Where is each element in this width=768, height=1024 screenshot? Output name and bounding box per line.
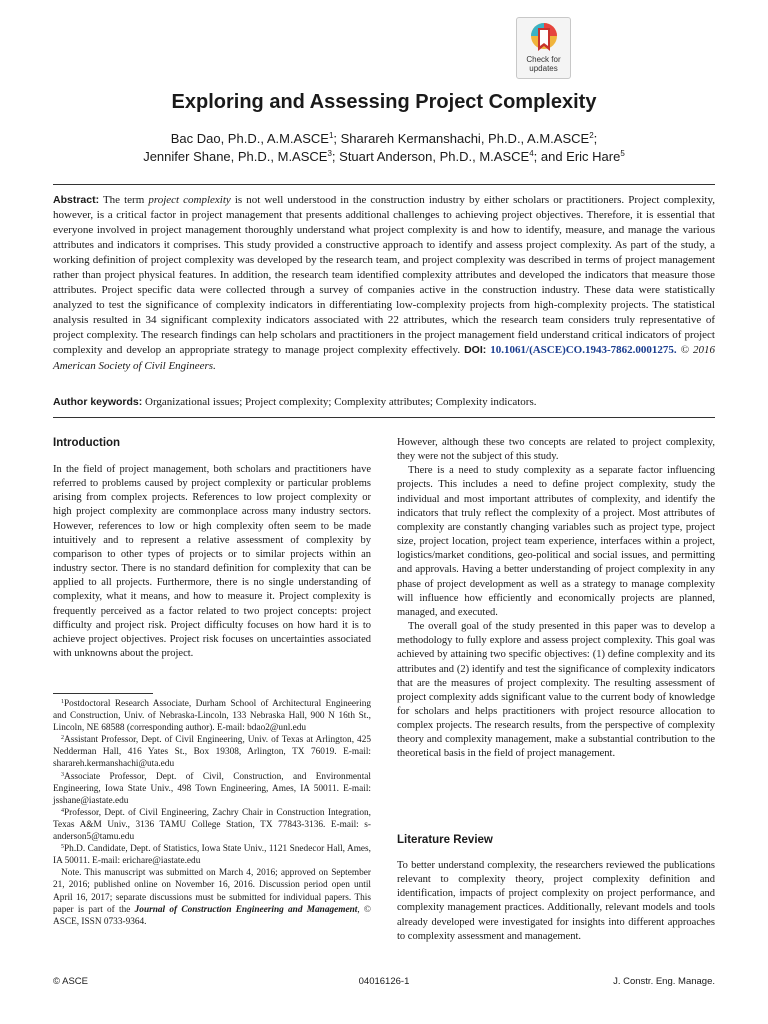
footnote-3-text: Associate Professor, Dept. of Civil, Construction, and Environmental Engineering, Iowa State Univ., 498 Town Engineering, Ames, IA 50011. E-mail: jsshane@iastate.edu (53, 771, 371, 806)
footnote-rule (53, 693, 153, 694)
keywords-text: Organizational issues; Project complexity; Complexity attributes; Complexity indicators. (142, 396, 537, 408)
footer-copyright: © ASCE (53, 976, 88, 987)
literature-paragraph: To better understand complexity, the researchers reviewed the publications relevant to complexity theory, project complexity definition and identification, impacts of project complexity on project performance, and complexity management practices. Additionally, relevant models and tools already developed were investigated for insights into different approaches to complexity assessment and management. (397, 860, 715, 942)
footnote-4-text: Professor, Dept. of Civil Engineering, Zachry Chair in Construction Integration, Texas A&M Univ., 3136 TAMU College Station, TX 77843-3136. E-mail: s-anderson5@tamu.edu (53, 807, 371, 843)
footnote-3 (53, 771, 371, 807)
badge-label-line1: Check for (526, 55, 561, 64)
author-separator: ; (593, 131, 598, 146)
right-paragraph-2: There is a need to study complexity as a separate factor influencing projects. This includes a need to define project complexity, study the individual and most important attributes of complexity, and identify the indicators that truly reflect the complexity of a project. Most attributes of complexity are constantly changing variables such as project type, project size, project location, project team experience, interfaces within a project, logistics/market conditions, geo-political and social issues, and permitting and approvals. Having a better understanding of project complexity in any phase of project development as well as a strategy to manage complexity will influence how efficiently and economically projects are planned, managed, and executed. (397, 465, 715, 618)
bookmark-ribbon-icon (529, 21, 559, 55)
right-paragraph-3: The overall goal of the study presented in this paper was to develop a methodology to fully explore and assess project complexity. This goal was achieved by attaining two specific objectives: (1) define complexity and its attributes and (2) identify and test the significance of complexity indicators that are the measures of project complexity. The resulting assessment of project complexity adds significant value to the current body of knowledge for scholars and helps practitioners with project resource allocation to complex projects. The research results, from the perspective of complexity theory and complexity management, make a substantial contribution to the theoretical basis in the field of project management. (397, 621, 715, 760)
doi-link[interactable]: 10.1061/(ASCE)CO.1943-7862.0001275. (486, 344, 677, 357)
footnote-5-text: Ph.D. Candidate, Dept. of Statistics, Iowa State Univ., 1121 Snedecor Hall, Ames, IA 50011. E-mail: erichare@iastate.edu (53, 844, 371, 867)
author-hare: ; and Eric Hare (533, 149, 621, 164)
footnote-2-mark: 2 (61, 735, 64, 742)
footnote-4 (53, 807, 371, 843)
footnote-1 (53, 698, 371, 734)
footer-article-id: 04016126-1 (358, 976, 410, 987)
footnote-2 (53, 734, 371, 770)
author-shane-affil: 3 (327, 149, 332, 158)
badge-label-line2: updates (529, 64, 558, 73)
author-hare-affil: 5 (620, 149, 625, 158)
section-heading-introduction: Introduction (53, 437, 121, 449)
footnote-5 (53, 843, 371, 867)
abstract-label: Abstract: (53, 194, 100, 206)
abstract-bottom-rule (53, 417, 715, 418)
authors-line-2 (60, 149, 708, 164)
right-column-body (397, 436, 715, 762)
footnote-3-mark: 3 (61, 771, 64, 778)
abstract-top-rule (53, 184, 715, 185)
abstract-copyright: © 2016 American Society of Civil Engineers. (53, 344, 716, 372)
intro-paragraph: In the field of project management, both scholars and practitioners have referred to problems caused by project complexity or particular problems arising from complex projects. References to low project complexity or high project complexity are commonplace across many industry sectors. However, references to low or high complexity often seem to be made intuitively and to represent a relative assessment of complexity by comparison to other types of projects or to similar projects within an industry sector. There is no standard definition for complexity that can be applied to all projects. Furthermore, there is no single understanding of complexity, what it means, and how to measure it. Project complexity is frequently perceived as a factor related to two project concepts: project difficulty and project risk. Project difficulty focuses on how hard it is to achieve project objectives. Project risk focuses on uncertainties associated with unknowns about the project. (53, 464, 371, 660)
footnote-4-mark: 4 (61, 807, 64, 814)
right-paragraph-1: However, although these two concepts are related to project complexity, they were not the subject of this study. (397, 437, 715, 463)
journal-name: Journal of Construction Engineering and Management (134, 904, 358, 915)
abstract-term: project complexity (148, 194, 231, 206)
author-dao: Bac Dao, Ph.D., A.M.ASCE (170, 131, 329, 146)
left-column-body (53, 463, 371, 661)
author-keywords (53, 395, 715, 410)
author-anderson: ; Stuart Anderson, Ph.D., M.ASCE (331, 149, 530, 164)
doi-label: DOI: (464, 344, 487, 357)
footnote-1-text: Postdoctoral Research Associate, Durham School of Architectural Engineering and Construction, Univ. of Nebraska-Lincoln, 133 Nebraska Hall, 900 N 16th St., Lincoln, NE 68588 (corresponding author). E-mail: bdao2@unl.edu (53, 699, 371, 734)
author-dao-affil: 1 (328, 131, 334, 140)
submission-note (53, 867, 371, 927)
footnote-2-text: Assistant Professor, Dept. of Civil Engineering, Univ. of Texas at Arlington, 425 Nedderman Hall, 416 Yates St., Box 19308, Arlington, TX 76019. E-mail: sharareh.kermanshachi@uta.edu (53, 735, 371, 770)
abstract-text-start: The term (99, 194, 149, 206)
literature-review-body (397, 859, 715, 944)
section-heading-literature-review: Literature Review (397, 834, 493, 846)
author-shane: Jennifer Shane, Ph.D., M.ASCE (143, 149, 328, 164)
paper-title: Exploring and Assessing Project Complexity (171, 91, 597, 113)
abstract (53, 193, 715, 374)
note-text: Note. This manuscript was submitted on March 4, 2016; approved on September 21, 2016; published online on November 16, 2016. Discussion period open until April 16, 2017; separate discussions must be submitted for individual papers. This paper is part of the (53, 868, 371, 915)
abstract-body: is not well understood in the construction industry by either scholars or practitioners. Project complexity, however, is a critical factor in project management that presents additional challenges to achieving project objectives. Therefore, it is essential that everyone involved in project management thoroughly understand what project complexity is and how to identify, measure, and manage the various attributes and indicators it comprises. This study provided a constructive approach to identify and assess project complexity. As part of the study, a working definition of project complexity was developed by the research team, and project complexity was described in terms of project management rather than project physical features. In addition, the research team identified complexity attributes and developed the indicators that measure those attributes. Project specific data were collected through a survey of companies active in the construction industry. These data were statistically analyzed to test the significance of complexity indicators in differentiating low-complexity projects from high-complexity projects. The statistical analysis resulted in 34 significant complexity indicators associated with 22 attributes, which the research team considers truly representative of project complexity. The research findings can help scholars and practitioners in the project management field understand critical indicators of project complexity and develop an appropriate strategy to manage project complexity effectively. (53, 194, 715, 357)
footnote-5-mark: 5 (61, 844, 64, 851)
author-anderson-affil: 4 (529, 149, 534, 158)
check-for-updates-badge[interactable] (516, 17, 571, 79)
author-kermanshachi-affil: 2 (589, 131, 594, 140)
footnotes (53, 698, 371, 928)
author-kermanshachi: ; Sharareh Kermanshachi, Ph.D., A.M.ASCE (333, 131, 590, 146)
authors-line-1 (60, 131, 708, 146)
footer-journal-abbrev: J. Constr. Eng. Manage. (613, 976, 715, 987)
note-issn: , © ASCE, ISSN 0733-9364. (53, 904, 371, 927)
footnote-1-mark: 1 (61, 699, 64, 705)
keywords-label: Author keywords: (53, 396, 143, 408)
